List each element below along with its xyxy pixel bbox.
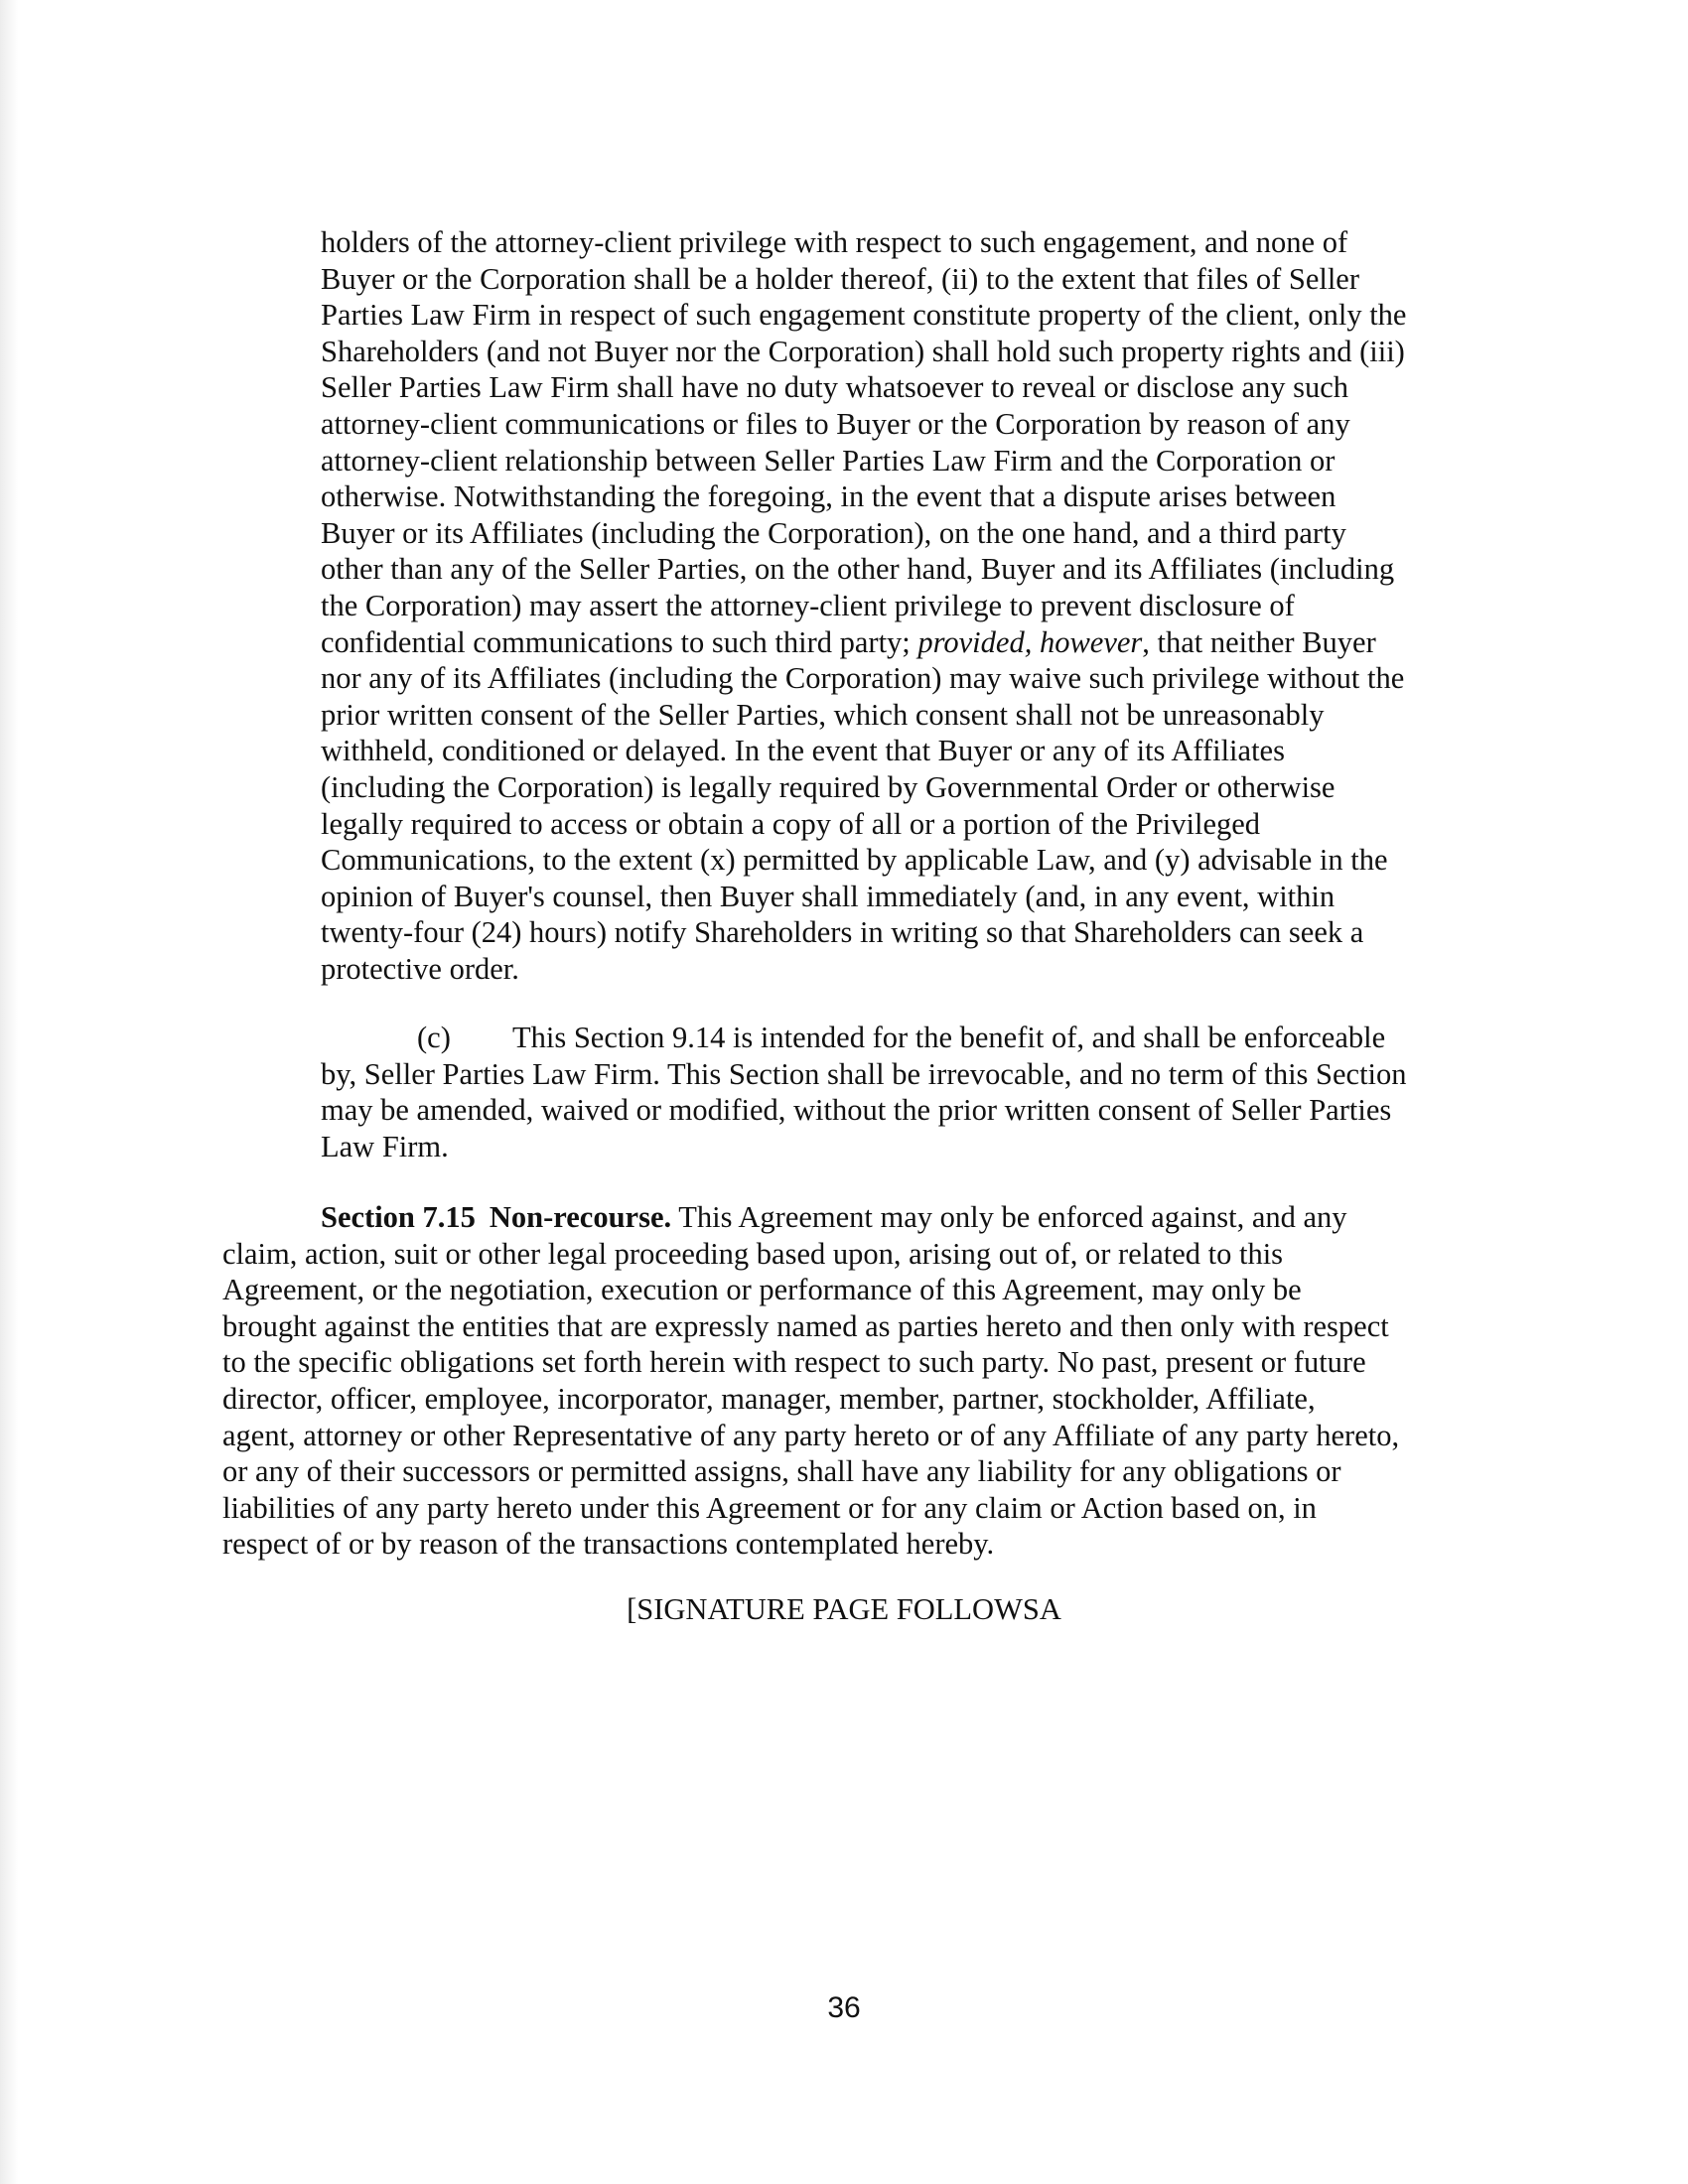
section-7-15-line-3: Agreement, or the negotiation, execution or performance of this Agreement, may only be [222,1273,1302,1307]
privilege-line-8: otherwise. Notwithstanding the foregoing, in the event that a dispute arises between [321,479,1336,514]
page-number: 36 [827,1991,861,2024]
privilege-line-4: Shareholders (and not Buyer nor the Corporation) shall hold such property rights and (iii) [321,334,1405,368]
section-7-15-line-1: This Agreement may only be enforced against, and any [671,1200,1347,1234]
privilege-line-16: (including the Corporation) is legally required by Governmental Order or otherwise [321,769,1336,804]
privilege-line-2: Buyer or the Corporation shall be a holder thereof, (ii) to the extent that files of Seller [321,261,1359,296]
subsection-c-indent [321,1020,1385,1056]
privilege-paragraph [321,224,1477,987]
privilege-line-15: withheld, conditioned or delayed. In the event that Buyer or any of its Affiliates [321,734,1285,768]
privilege-line-1: holders of the attorney-client privilege with respect to such engagement, and none of [321,225,1348,259]
subsection-c-line-2: by, Seller Parties Law Firm. This Section shall be irrevocable, and no term of this Section [321,1056,1407,1091]
privilege-line-19: opinion of Buyer's counsel, then Buyer shall immediately (and, in any event, within [321,879,1336,913]
section-7-15-line-7: agent, attorney or other Representative of any party hereto or of any Affiliate of any party hereto, [222,1418,1400,1452]
section-7-15-paragraph [222,1199,1477,1563]
privilege-line-5: Seller Parties Law Firm shall have no duty whatsoever to reveal or disclose any such [321,370,1349,405]
scan-edge-shadow [0,0,18,2184]
section-7-15-line-5: to the specific obligations set forth herein with respect to such party. No past, present or future [222,1345,1366,1380]
privilege-line-14: prior written consent of the Seller Parties, which consent shall not be unreasonably [321,697,1325,732]
section-7-15-line-8: or any of their successors or permitted assigns, shall have any liability for any obligations or [222,1454,1341,1489]
signature-page-note: [SIGNATURE PAGE FOLLOWSA [627,1592,1061,1626]
privilege-line-17: legally required to access or obtain a copy of all or a portion of the Privileged [321,806,1261,841]
privilege-line-3: Parties Law Firm in respect of such engagement constitute property of the client, only the [321,298,1407,333]
section-7-15-line-4: brought against the entities that are expressly named as parties hereto and then only with respect [222,1308,1389,1343]
section-7-15-line-10: respect of or by reason of the transactions contemplated hereby. [222,1527,995,1562]
section-7-15-line-9: liabilities of any party hereto under this Agreement or for any claim or Action based on, in [222,1490,1317,1525]
privilege-line-7: attorney-client relationship between Seller Parties Law Firm and the Corporation or [321,443,1336,478]
privilege-line-11: the Corporation) may assert the attorney-client privilege to prevent disclosure of [321,588,1295,622]
privilege-line-13: nor any of its Affiliates (including the Corporation) may waive such privilege without the [321,661,1405,696]
privilege-line-21: protective order. [321,951,519,986]
privilege-line-10: other than any of the Seller Parties, on the other hand, Buyer and its Affiliates (including [321,552,1395,587]
privilege-line-6: attorney-client communications or files to Buyer or the Corporation by reason of any [321,406,1350,441]
privilege-line-20: twenty-four (24) hours) notify Shareholders in writing so that Shareholders can seek a [321,915,1364,950]
subsection-c-paragraph [321,1020,1477,1164]
section-7-15-line-6: director, officer, employee, incorporator, manager, member, partner, stockholder, Affiliate, [222,1381,1316,1416]
section-title: Non-recourse. [489,1200,672,1234]
privilege-line-12-end: , that neither Buyer [1142,624,1376,659]
section-number: Section 7.15 [321,1200,476,1234]
section-7-15-heading [222,1199,1347,1236]
subsection-c-line-3: may be amended, waived or modified, without the prior written consent of Seller Parties [321,1093,1392,1128]
privilege-line-12-start: confidential communications to such third party; [321,624,918,659]
proviso-italic: provided, however [917,624,1143,659]
subsection-c-label: (c) [417,1021,451,1054]
privilege-line-18: Communications, to the extent (x) permitted by applicable Law, and (y) advisable in the [321,843,1388,878]
privilege-line-9: Buyer or its Affiliates (including the Corporation), on the one hand, and a third party [321,515,1346,550]
subsection-c-line-1: This Section 9.14 is intended for the benefit of, and shall be enforceable [512,1021,1386,1054]
section-7-15-line-2: claim, action, suit or other legal proceeding based upon, arising out of, or related to this [222,1236,1284,1271]
subsection-c-line-4: Law Firm. [321,1129,449,1163]
